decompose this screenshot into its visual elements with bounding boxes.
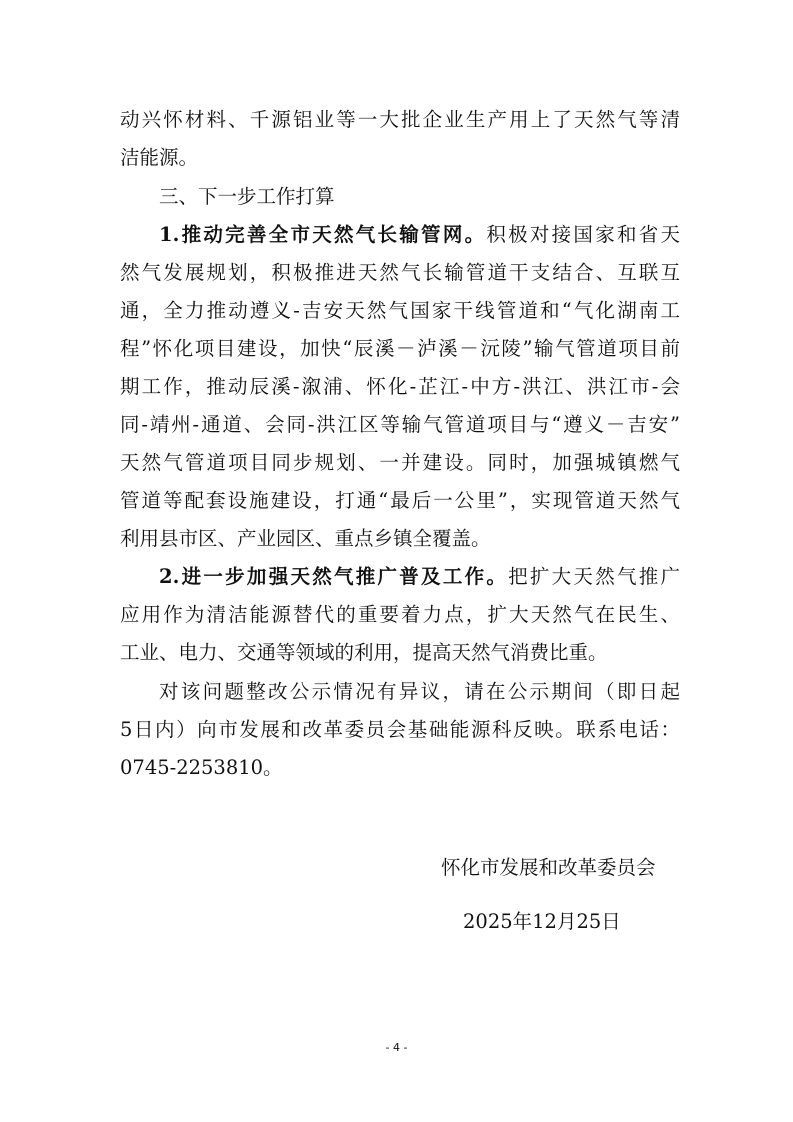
item2-line-2: 应用作为清洁能源替代的重要着力点，扩大天然气在民生、	[120, 603, 680, 626]
signature-date: 2025年12月25日	[463, 910, 621, 933]
item2-first-line	[159, 565, 680, 589]
item2-title: 2.进一步加强天然气推广普及工作。	[159, 565, 509, 588]
item2-line-3: 工业、电力、交通等领域的利用，提高天然气消费比重。	[120, 641, 608, 664]
item1-line-3: 通，全力推动遵义-吉安天然气国家干线管道和“气化湖南工	[120, 299, 680, 322]
item1-line-2: 然气发展规划，积极推进天然气长输管道干支结合、互联互	[120, 261, 680, 284]
item1-line-8: 管道等配套设施建设，打通“最后一公里”，实现管道天然气	[120, 489, 680, 512]
continuation-line-1: 动兴怀材料、千源铝业等一大批企业生产用上了天然气等清	[120, 108, 680, 131]
notice-line-1: 对该问题整改公示情况有异议，请在公示期间（即日起	[159, 680, 680, 703]
item2-first-line-rest: 把扩大天然气推广	[508, 565, 680, 588]
item1-line-5: 期工作，推动辰溪-溆浦、怀化-芷江-中方-洪江、洪江市-会	[120, 375, 680, 398]
item1-line-6: 同-靖州-通道、会同-洪江区等输气管道项目与“遵义－吉安”	[120, 413, 680, 436]
item1-line-7: 天然气管道项目同步规划、一并建设。同时，加强城镇燃气	[120, 451, 680, 474]
notice-line-2: 5日内）向市发展和改革委员会基础能源科反映。联系电话：	[120, 718, 680, 741]
item1-first-line	[159, 223, 680, 247]
signature-organization: 怀化市发展和改革委员会	[441, 856, 656, 879]
page-number: - 4 -	[385, 1041, 408, 1054]
section-heading: 三、下一步工作打算	[159, 185, 335, 208]
continuation-line-2: 洁能源。	[120, 146, 199, 169]
item1-title: 1.推动完善全市天然气长输管网。	[159, 223, 487, 246]
item1-line-9: 利用县市区、产业园区、重点乡镇全覆盖。	[120, 527, 491, 550]
item1-line-4: 程”怀化项目建设，加快“辰溪－泸溪－沅陵”输气管道项目前	[120, 337, 680, 360]
notice-line-3: 0745-2253810。	[120, 756, 283, 779]
item1-first-line-rest: 积极对接国家和省天	[486, 223, 680, 246]
